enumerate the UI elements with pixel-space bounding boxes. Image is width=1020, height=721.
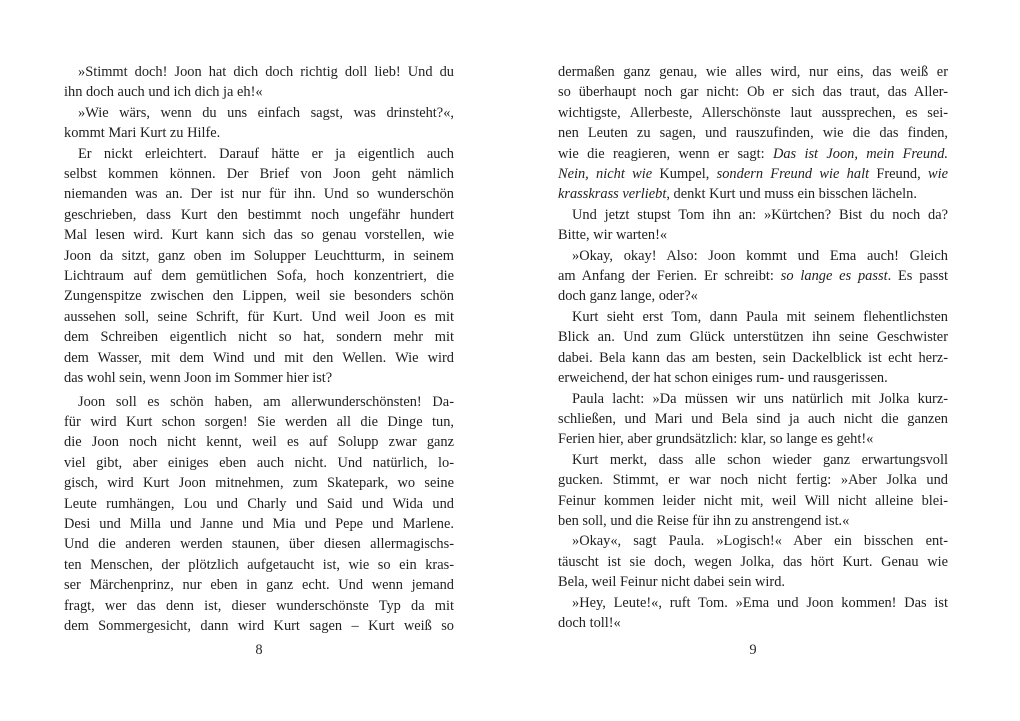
text-line bbox=[558, 389, 948, 409]
italic-text-segment: so lange es passt bbox=[780, 268, 888, 285]
paragraph bbox=[64, 62, 454, 103]
text-line bbox=[558, 327, 948, 347]
text-segment: gisch, wird Kurt Joon mitnehmen, zum Skatepark, wo seine bbox=[64, 475, 454, 492]
italic-text-segment: krasskrass verliebt bbox=[558, 186, 667, 203]
text-line bbox=[558, 82, 948, 102]
text-segment: Bitte, wir warten!« bbox=[558, 227, 668, 244]
paragraph bbox=[558, 531, 948, 592]
text-line bbox=[558, 307, 948, 327]
text-line bbox=[558, 491, 948, 511]
text-line bbox=[64, 473, 454, 493]
text-line bbox=[64, 494, 454, 514]
text-segment: »Okay«, sagt Paula. »Logisch!« Aber ein bisschen ent- bbox=[572, 533, 948, 550]
text-line bbox=[64, 348, 454, 368]
text-segment: ihn doch auch und ich dich ja eh!« bbox=[64, 84, 263, 101]
text-segment: »Wie wärs, wenn du uns einfach sagst, was drinsteht?«, bbox=[78, 104, 454, 121]
text-line bbox=[558, 246, 948, 266]
text-line bbox=[64, 62, 454, 82]
text-segment: Und jetzt stupst Tom ihn an: »Kürtchen? Bist du noch da? bbox=[572, 206, 948, 223]
text-segment: aussehen soll, seine Schrift, für Kurt. Und weil Joon es mit bbox=[64, 308, 454, 325]
page-left-text bbox=[64, 62, 454, 636]
text-line bbox=[64, 514, 454, 534]
text-line bbox=[64, 123, 454, 143]
text-line bbox=[64, 534, 454, 554]
text-segment: Joon soll es schön haben, am allerwunderschönsten! Da- bbox=[78, 393, 454, 410]
text-segment: doch ganz lange, oder?« bbox=[558, 288, 698, 305]
text-line bbox=[64, 575, 454, 595]
text-segment: Lichtraum auf dem gemütlichen Sofa, hoch konzentriert, die bbox=[64, 268, 454, 285]
text-segment: am Anfang der Ferien. Er schreibt: bbox=[558, 268, 781, 285]
text-segment: doch toll!« bbox=[558, 614, 621, 631]
text-line bbox=[64, 103, 454, 123]
text-line bbox=[558, 184, 948, 204]
paragraph bbox=[558, 389, 948, 450]
text-line bbox=[558, 123, 948, 143]
text-segment: dem Schreiben eigentlich nicht so hat, sondern mehr mit bbox=[64, 329, 454, 346]
italic-text-segment: wie bbox=[928, 166, 948, 183]
text-line bbox=[558, 531, 948, 551]
text-line bbox=[558, 205, 948, 225]
page-number-right: 9 bbox=[749, 642, 757, 658]
text-segment: Und die anderen werden staunen, über diesen allermagischs- bbox=[64, 536, 454, 553]
text-line bbox=[558, 103, 948, 123]
text-segment: schließen, und Mari und Bela sind ja auch nicht die ganzen bbox=[558, 410, 948, 427]
text-segment: dem Sommergesicht, dann wird Kurt sagen – Kurt weiß so bbox=[64, 617, 454, 634]
text-segment: Zungenspitze zwischen den Lippen, weil sie besonders schön bbox=[64, 288, 454, 305]
text-segment: ten Menschen, der plötzlich aufgetaucht ist, wie so ein kras- bbox=[64, 556, 454, 573]
text-segment: wie die reagieren, wenn er sagt: bbox=[558, 145, 773, 162]
text-segment: dermaßen ganz genau, wie alles wird, nur eins, das weiß er bbox=[558, 64, 948, 80]
text-line bbox=[64, 307, 454, 327]
paragraph bbox=[558, 593, 948, 634]
text-line bbox=[64, 432, 454, 452]
text-segment: »Okay, okay! Also: Joon kommt und Ema auch! Gleich bbox=[572, 247, 948, 264]
page-number-left: 8 bbox=[255, 642, 263, 658]
text-segment: ser Märchenprinz, nur eben in ganz echt. Und wenn jemand bbox=[64, 577, 454, 594]
text-segment: fragt, wer das denn ist, dieser wunderschönste Typ da mit bbox=[64, 597, 454, 614]
paragraph bbox=[558, 450, 948, 532]
text-segment: Ferien hier, aber grundsätzlich: klar, so lange es geht!« bbox=[558, 431, 874, 448]
text-segment: geschrieben, dass Kurt den bestimmt noch ungefähr hundert bbox=[64, 206, 454, 223]
text-line bbox=[558, 613, 948, 633]
italic-text-segment: sondern Freund wie halt bbox=[716, 166, 877, 183]
text-segment: Paula lacht: »Da müssen wir uns natürlich mit Jolka kurz- bbox=[572, 390, 948, 407]
text-segment: täuscht ist sie doch, wegen Jolka, das hört Kurt. Genau wie bbox=[558, 553, 948, 570]
text-line bbox=[558, 266, 948, 286]
text-line bbox=[64, 184, 454, 204]
text-line bbox=[558, 572, 948, 592]
text-line bbox=[64, 555, 454, 575]
paragraph bbox=[558, 205, 948, 246]
text-segment: kommt Mari Kurt zu Hilfe. bbox=[64, 125, 221, 142]
text-segment: das wohl sein, wenn Joon im Sommer hier ist? bbox=[64, 370, 333, 387]
text-segment: Er nickt erleichtert. Darauf hätte er ja eigentlich auch bbox=[78, 145, 454, 162]
italic-text-segment: Nein, nicht wie bbox=[558, 166, 660, 183]
paragraph bbox=[64, 144, 454, 389]
text-line bbox=[558, 62, 948, 82]
text-segment: niemanden was an. Der ist nur für ihn. Und so wunderschön bbox=[64, 186, 454, 203]
text-segment: Desi und Milla und Janne und Mia und Pepe und Marlene. bbox=[64, 515, 454, 532]
text-segment: nen Leuten zu sagen, und rauszufinden, wie die das finden, bbox=[558, 125, 948, 142]
text-line bbox=[64, 392, 454, 412]
text-line bbox=[64, 453, 454, 473]
text-segment: für wird Kurt schon sorgen! Sie werden all die Dinge tun, bbox=[64, 413, 454, 430]
text-line bbox=[64, 225, 454, 245]
text-segment: Feinur kommen leider nicht mit, weil Will nicht alleine blei- bbox=[558, 492, 948, 509]
text-line bbox=[558, 470, 948, 490]
text-line bbox=[64, 246, 454, 266]
text-segment: wichtigste, Allerbeste, Allerschönste laut aussprechen, es sei- bbox=[558, 104, 948, 121]
text-line bbox=[558, 144, 948, 164]
paragraph bbox=[64, 392, 454, 637]
text-line bbox=[558, 409, 948, 429]
text-segment: so überhaupt noch gar nicht: Ob er sich das traut, das Aller- bbox=[558, 84, 948, 101]
paragraph bbox=[64, 103, 454, 144]
text-segment: Kumpel, bbox=[659, 166, 717, 183]
text-segment: Kurt merkt, dass alle schon wieder ganz erwartungsvoll bbox=[572, 451, 948, 468]
text-segment: gucken. Stimmt, er war noch nicht fertig: »Aber Jolka und bbox=[558, 472, 948, 489]
text-line bbox=[64, 205, 454, 225]
text-line bbox=[558, 511, 948, 531]
text-line bbox=[64, 412, 454, 432]
text-segment: dem Wasser, mit dem Wind und mit den Wellen. Wie wird bbox=[64, 349, 454, 366]
paragraph bbox=[558, 307, 948, 389]
text-segment: , denkt Kurt und muss ein bisschen lächeln. bbox=[666, 186, 917, 203]
text-line bbox=[558, 286, 948, 306]
text-segment: Freund, bbox=[876, 166, 929, 183]
text-line bbox=[558, 429, 948, 449]
text-segment: Leute rumhängen, Lou und Charly und Said und Wida und bbox=[64, 495, 454, 512]
text-line bbox=[558, 225, 948, 245]
text-line bbox=[558, 450, 948, 470]
text-line bbox=[64, 82, 454, 102]
text-line bbox=[64, 368, 454, 388]
text-line bbox=[64, 327, 454, 347]
text-segment: ben soll, und die Reise für ihn zu anstrengend ist.« bbox=[558, 512, 850, 529]
text-line bbox=[64, 266, 454, 286]
text-segment: Joon da sitzt, ganz oben im Solupper Leuchtturm, in seinem bbox=[64, 247, 454, 264]
italic-text-segment: Das ist Joon, mein Freund. bbox=[772, 145, 948, 162]
text-segment: selbst kommen können. Der Brief von Joon geht nämlich bbox=[64, 166, 454, 183]
text-segment: erweichend, der hat schon einiges rum- und rausgerissen. bbox=[558, 370, 888, 387]
text-line bbox=[558, 164, 948, 184]
text-line bbox=[558, 552, 948, 572]
text-line bbox=[64, 164, 454, 184]
paragraph bbox=[558, 62, 948, 205]
text-segment: »Stimmt doch! Joon hat dich doch richtig doll lieb! Und du bbox=[78, 64, 454, 80]
text-segment: dabei. Bela kann das am besten, sein Dackelblick ist echt herz- bbox=[558, 349, 948, 366]
text-line bbox=[64, 144, 454, 164]
text-segment: . Es passt bbox=[887, 268, 949, 285]
text-segment: Blick an. Und zum Glück unterstützen ihn seine Geschwister bbox=[558, 329, 948, 346]
text-line bbox=[64, 596, 454, 616]
text-line bbox=[64, 286, 454, 306]
text-segment: die Joon noch nicht kennt, weil es auf Solupp zwar ganz bbox=[64, 434, 454, 451]
paragraph bbox=[558, 246, 948, 307]
text-line bbox=[558, 368, 948, 388]
text-segment: viel gibt, aber einiges eben auch nicht. Und natürlich, lo- bbox=[64, 454, 454, 471]
text-segment: Bela, weil Feinur nicht dabei sein wird. bbox=[558, 574, 785, 591]
text-segment: »Hey, Leute!«, ruft Tom. »Ema und Joon kommen! Das ist bbox=[572, 594, 948, 611]
text-line bbox=[558, 593, 948, 613]
text-line bbox=[558, 348, 948, 368]
text-segment: Kurt sieht erst Tom, dann Paula mit seinem flehentlichsten bbox=[572, 308, 948, 325]
text-segment: Mal lesen wird. Kurt kann sich das so genau vorstellen, wie bbox=[64, 227, 454, 244]
page-right-text bbox=[558, 62, 948, 633]
text-line bbox=[64, 616, 454, 636]
